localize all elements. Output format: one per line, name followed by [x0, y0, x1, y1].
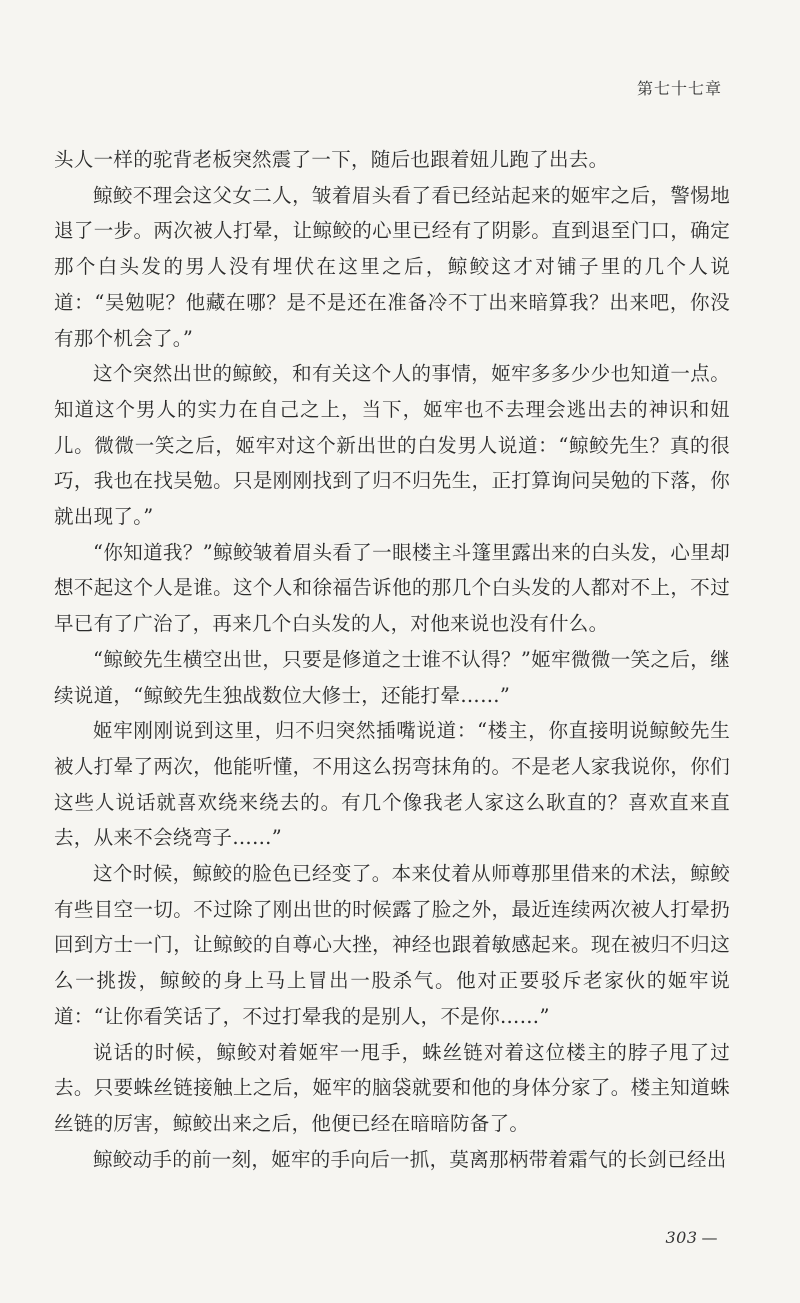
paragraph: 头人一样的驼背老板突然震了一下，随后也跟着妞儿跑了出去。 [54, 148, 609, 171]
paragraph: “你知道我？”鲸鲛皱着眉头看了一眼楼主斗篷里露出来的白头发，心里却想不起这个人是谁。这个人和徐福告诉他的那几个白头发的人都对不上，不过早已有了广治了，再来几个白头发的人，对他来说也没有什么。 [54, 540, 730, 636]
paragraph: 鲸鲛不理会这父女二人，皱着眉头看了看已经站起来的姬牢之后，警惕地退了一步。两次被人打晕，让鲸鲛的心里已经有了阴影。直到退至门口，确定那个白头发的男人没有埋伏在这里之后，鲸鲛这才对铺子里的几个人说道：“吴勉呢？他藏在哪？是不是还在准备冷不丁出来暗算我？出来吧，你没有那个机会了。” [54, 183, 730, 350]
paragraph: 姬牢刚刚说到这里，归不归突然插嘴说道：“楼主，你直接明说鲸鲛先生被人打晕了两次，他能听懂，不用这么拐弯抹角的。不是老人家我说你，你们这些人说话就喜欢绕来绕去的。有几个像我老人家这么耿直的？喜欢直来直去，从来不会绕弯子……” [54, 719, 730, 850]
paragraph: 这个突然出世的鲸鲛，和有关这个人的事情，姬牢多多少少也知道一点。知道这个男人的实力在自己之上，当下，姬牢也不去理会逃出去的神识和妞儿。微微一笑之后，姬牢对这个新出世的白发男人说道：“鲸鲛先生？真的很巧，我也在找吴勉。只是刚刚找到了归不归先生，正打算询问吴勉的下落，你就出现了。” [54, 362, 730, 529]
paragraph: 这个时候，鲸鲛的脸色已经变了。本来仗着从师尊那里借来的术法，鲸鲛有些目空一切。不过除了刚出世的时候露了脸之外，最近连续两次被人打晕扔回到方士一门，让鲸鲛的自尊心大挫，神经也跟着敏感起来。现在被归不归这么一挑拨，鲸鲛的身上马上冒出一股杀气。他对正要驳斥老家伙的姬牢说道：“让你看笑话了，不过打晕我的是别人，不是你……” [54, 862, 730, 1028]
page-number-dash: — [701, 1228, 718, 1247]
page-number [665, 1228, 718, 1247]
paragraph: 鲸鲛动手的前一刻，姬牢的手向后一抓，莫离那柄带着霜气的长剑已经出 [93, 1147, 727, 1171]
page-number-value: 303 [665, 1228, 698, 1247]
paragraph: “鲸鲛先生横空出世，只要是修道之士谁不认得？”姬牢微微一笑之后，继续说道，“鲸鲛先生独战数位大修士，还能打晕……” [54, 647, 730, 707]
paragraph: 说话的时候，鲸鲛对着姬牢一甩手，蛛丝链对着这位楼主的脖子甩了过去。只要蛛丝链接触上之后，姬牢的脑袋就要和他的身体分家了。楼主知道蛛丝链的厉害，鲸鲛出来之后，他便已经在暗暗防备了。 [54, 1040, 730, 1135]
body-text [54, 142, 730, 1177]
chapter-header: 第七十七章 [636, 79, 722, 98]
